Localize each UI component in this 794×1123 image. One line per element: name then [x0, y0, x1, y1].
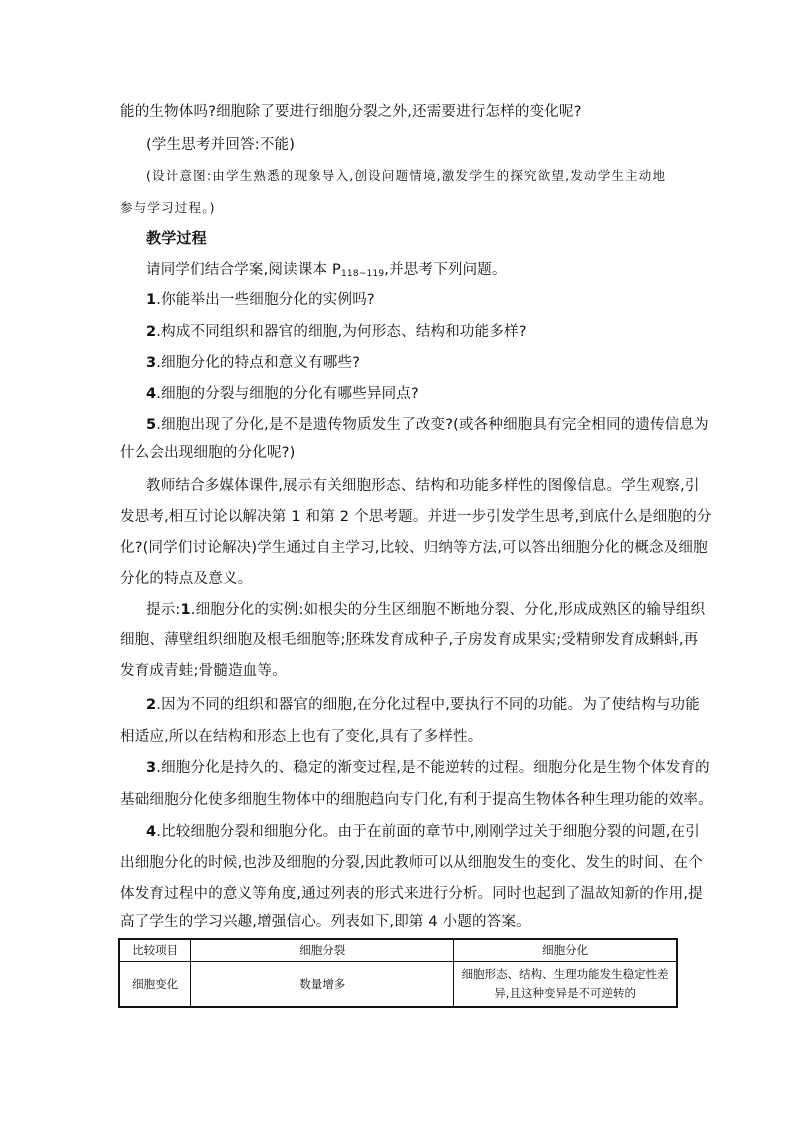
table-header-cell: 细胞分裂: [191, 939, 454, 962]
table-header-cell: 细胞分化: [454, 939, 677, 962]
section-title: 教学过程: [146, 229, 207, 247]
hint-line: 相适应,所以在结构和形态上也有了变化,具有了多样性。: [120, 729, 483, 745]
hint-line: 细胞、薄壁组织细胞及根毛细胞等;胚珠发育成种子,子房发育成果实;受精卵发育成蝌蚪,再: [120, 632, 699, 648]
hint-line: 提示:1.细胞分化的实例:如根尖的分生区细胞不断地分裂、分化,形成成熟区的输导组织: [146, 602, 706, 618]
question-item-continued: 什么会出现细胞的分化呢?): [120, 445, 296, 461]
table-header-cell: 比较项目: [119, 939, 191, 962]
teacher-paragraph-line: 分化的特点及意义。: [120, 571, 253, 587]
teacher-paragraph-line: 教师结合多媒体课件,展示有关细胞形态、结构和功能多样性的图像信息。学生观察,引: [146, 478, 700, 494]
teacher-paragraph-line: 化?(同学们讨论解决)学生通过自主学习,比较、归纳等方法,可以答出细胞分化的概念及细胞: [120, 540, 708, 556]
question-item: 2.构成不同组织和器官的细胞,为何形态、结构和功能多样?: [146, 324, 527, 340]
hint-line: 2.因为不同的组织和器官的细胞,在分化过程中,要执行不同的功能。为了使结构与功能: [146, 697, 700, 713]
comparison-table: [118, 938, 678, 1008]
table-row: [119, 962, 677, 1008]
hint-line: 体发育过程中的意义等角度,通过列表的形式来进行分析。同时也起到了温故知新的作用,提: [120, 886, 703, 902]
table-cell: 数量增多: [191, 962, 454, 1008]
reading-instruction: 请同学们结合学案,阅读课本 $P_{118\sim 119}$,并思考下列问题。: [146, 262, 507, 279]
question-item: 5.细胞出现了分化,是不是遗传物质发生了改变?(或各种细胞具有完全相同的遗传信息为: [146, 417, 709, 433]
design-intent-line: (设计意图:由学生熟悉的现象导入,创设问题情境,激发学生的探究欲望,发动学生主动地: [146, 168, 667, 183]
hint-line: 3.细胞分化是持久的、稳定的渐变过程,是不能逆转的过程。细胞分化是生物个体发育的: [146, 760, 710, 776]
hint-line: 基础细胞分化使多细胞生物体中的细胞趋向专门化,有利于提高生物体各种生理功能的效率。: [120, 792, 713, 808]
table-header-row: [119, 939, 677, 962]
hint-line: 出细胞分化的时候,也涉及细胞的分裂,因此教师可以从细胞发生的变化、发生的时间、在个: [120, 855, 703, 871]
intro-line: 能的生物体吗?细胞除了要进行细胞分裂之外,还需要进行怎样的变化呢?: [120, 104, 582, 120]
hint-line: 高了学生的学习兴趣,增强信心。列表如下,即第 4 小题的答案。: [120, 914, 531, 930]
student-answer: (学生思考并回答:不能): [146, 137, 296, 153]
teacher-paragraph-line: 发思考,相互讨论以解决第 1 和第 2 个思考题。并进一步引发学生思考,到底什么是细胞的分: [120, 509, 712, 525]
hint-line: 4.比较细胞分裂和细胞分化。由于在前面的章节中,刚刚学过关于细胞分裂的问题,在引: [146, 824, 700, 840]
question-item: 1.你能举出一些细胞分化的实例吗?: [146, 292, 375, 308]
hint-line: 发育成青蛙;骨髓造血等。: [120, 663, 287, 679]
question-item: 4.细胞的分裂与细胞的分化有哪些异同点?: [146, 386, 419, 402]
question-item: 3.细胞分化的特点和意义有哪些?: [146, 355, 361, 371]
design-intent-line: 参与学习过程。): [120, 200, 216, 215]
table-cell: 细胞形态、结构、生理功能发生稳定性差 异,且这种变异是不可逆转的: [454, 962, 677, 1008]
table-cell: 细胞变化: [119, 962, 191, 1008]
